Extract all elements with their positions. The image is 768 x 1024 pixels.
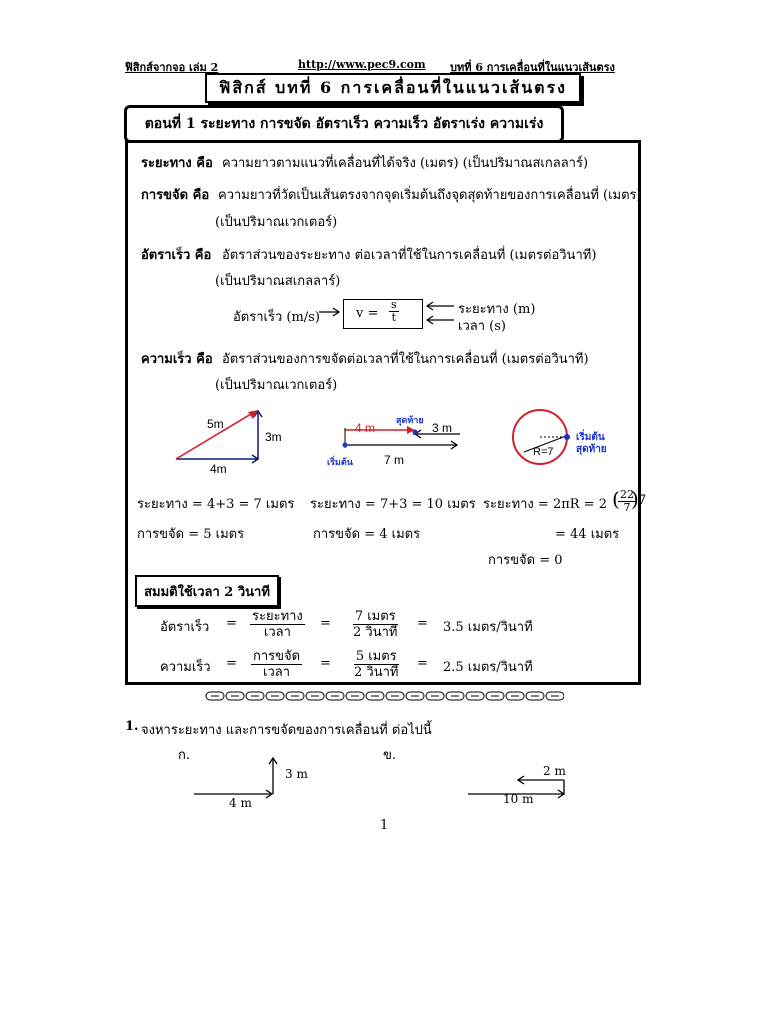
result1-distance: ระยะทาง = 4+3 = 7 เมตร [137,497,295,512]
exercise-b-label: ข. [383,748,397,763]
diagram2-seg1-label: 4 m [355,421,376,435]
exercise-b-base-label: 10 m [503,792,534,806]
result1-displacement: การขจัด = 5 เมตร [137,527,245,542]
calc-velocity-eq1: = [226,656,237,671]
formula-fraction [389,299,399,324]
result3-displacement: การขจัด = 0 [488,553,563,568]
calc-speed-eq3: = [417,616,428,631]
formula-pointer-arrows-icon [424,298,456,328]
calc-velocity-values-num: 5 เมตร [355,649,397,664]
calc-speed-values-den: 2 วินาที [353,625,398,640]
formula-label: อัตราเร็ว (m/s) [233,310,320,325]
diagram2-total-label: 7 m [384,453,405,467]
formula-numerator: s [391,298,397,311]
calc-speed-values [351,609,399,640]
calc-velocity-formula-den: เวลา [263,665,291,680]
calc-speed-eq1: = [226,616,237,631]
formula-lhs: v = [356,306,379,321]
calc-velocity-formula-num: การขจัด [253,649,301,664]
calc-velocity-values [352,649,400,680]
header-chapter: บทที่ 6 การเคลื่อนที่ในแนวเส้นตรง [450,61,615,74]
speed-term: อัตราเร็ว คือ [141,248,212,263]
calc-speed-values-num: 7 เมตร [354,609,396,624]
exercise-question: จงหาระยะทาง และการขจัดของการเคลื่อนที่ ต่อไปนี้ [141,723,432,738]
chapter-title: ฟิสิกส์ บทที่ 6 การเคลื่อนที่ในแนวเส้นตรง [219,77,567,97]
distance-term: ระยะทาง คือ [141,156,213,171]
speed-definition: อัตราส่วนของระยะทาง ต่อเวลาที่ใช้ในการเคลื่อนที่ (เมตรต่อวินาที) [222,248,597,263]
displacement-note: (เป็นปริมาณเวกเตอร์) [215,215,338,230]
calc-speed-formula [250,609,305,640]
diagram3-radius-label: R=7 [533,446,554,458]
circle-path-diagram [506,406,578,468]
assumption-box [135,575,279,607]
diagram1-hypotenuse-label: 5m [207,417,224,431]
calc-velocity-eq3: = [417,656,428,671]
diagram3-end-label: สุดท้าย [576,444,607,455]
diagram2-end-label: สุดท้าย [396,415,424,425]
formula-arrow-icon [318,305,342,319]
displacement-definition: ความยาวที่วัดเป็นเส้นตรงจากจุดเริ่มต้นถึงจุดสุดท้ายของการเคลื่อนที่ (เมตร) [218,188,642,203]
exercise-a-vector-diagram [192,754,288,800]
result3-paren-close: ) [631,487,639,511]
section-title-box [124,105,564,143]
diagram1-side-label: 3m [265,430,282,444]
exercise-number: 1. [125,719,139,734]
result2-displacement: การขจัด = 4 เมตร [313,527,421,542]
result3-fraction-num: 22 [620,488,634,501]
assumption-text: สมมติใช้เวลา 2 วินาที [144,584,270,600]
result2-distance: ระยะทาง = 7+3 = 10 เมตร [310,497,476,512]
exercise-a-label: ก. [178,748,191,763]
displacement-term: การขจัด คือ [141,188,210,203]
distance-definition: ความยาวตามแนวที่เคลื่อนที่ได้จริง (เมตร) (เป็นปริมาณสเกลลาร์) [222,156,589,171]
result3-multiplier: 7 [638,493,647,508]
speed-note: (เป็นปริมาณสเกลลาร์) [215,274,341,289]
result3-fraction-den: 7 [623,501,631,514]
formula-denominator: t [391,311,397,324]
triangle-vector-diagram [170,405,270,467]
formula-s-label: ระยะทาง (m) [458,302,536,317]
calc-speed-label: อัตราเร็ว [160,620,210,635]
decorative-divider [204,690,564,702]
page-number: 1 [380,818,389,833]
velocity-note: (เป็นปริมาณเวกเตอร์) [215,378,338,393]
diagram2-start-label: เริ่มต้น [327,457,353,467]
calc-speed-result: 3.5 เมตร/วินาที [443,620,533,635]
calc-velocity-formula [251,649,302,680]
section-title: ตอนที่ 1 ระยะทาง การขจัด อัตราเร็ว ความเร็ว อัตราเร่ง ความเร่ง [144,116,544,132]
velocity-term: ความเร็ว คือ [141,352,213,367]
diagram3-start-label: เริ่มต้น [576,432,605,443]
exercise-b-side-label: 2 m [543,764,566,778]
calc-velocity-label: ความเร็ว [160,660,211,675]
result3-paren-open: ( [612,487,620,511]
result3-distance-value: = 44 เมตร [555,527,620,542]
formula-box [343,299,423,329]
velocity-definition: อัตราส่วนของการขจัดต่อเวลาที่ใช้ในการเคลื่อนที่ (เมตรต่อวินาที) [222,352,589,367]
calc-speed-eq2: = [320,616,331,631]
formula-t-label: เวลา (s) [458,319,506,334]
diagram2-seg2-label: 3 m [432,421,453,435]
exercise-a-side-label: 3 m [285,767,308,781]
diagram1-base-label: 4m [210,462,227,476]
chapter-title-box [205,73,581,103]
exercise-a-base-label: 4 m [229,796,252,810]
calc-velocity-values-den: 2 วินาที [354,665,399,680]
header-book-title: ฟิสิกส์จากจอ เล่ม 2 [125,61,219,74]
calc-velocity-eq2: = [320,656,331,671]
calc-velocity-result: 2.5 เมตร/วินาที [443,660,533,675]
calc-speed-formula-den: เวลา [263,625,291,640]
result3-distance: ระยะทาง = 2πR = 2 [483,497,607,512]
header-url[interactable]: http://www.pec9.com [298,58,426,71]
calc-speed-formula-num: ระยะทาง [252,609,303,624]
